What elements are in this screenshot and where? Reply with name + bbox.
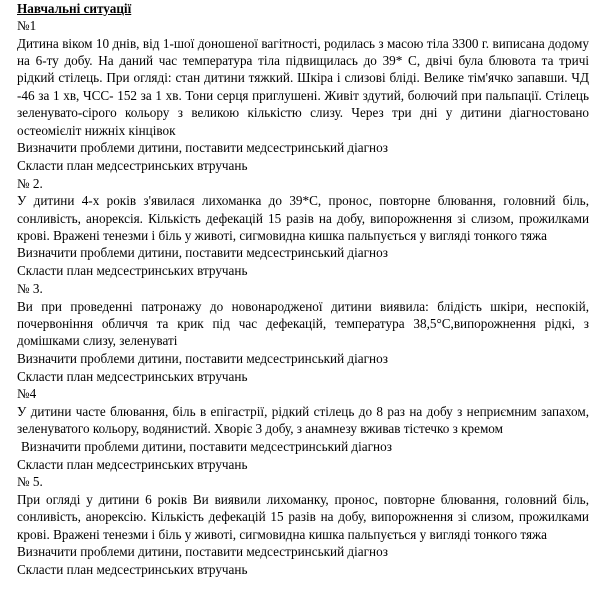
case-description: При огляді у дитини 6 років Ви виявили лихоманку, пронос, повторне блювання, головний біль, сонливість, анорексію. Кількість дефекацій 15 разів на добу, випорожнення зі слизом, прожилками крові. Вражені тенезми і біль у животі, сигмовидна кишка пальпується у вигляді тонкого тяжа — [17, 492, 589, 542]
case-task-plan: Скласти план медсестринських втручань — [17, 368, 248, 384]
case-number: № 3. — [17, 281, 43, 297]
case-task-problems: Визначити проблеми дитини, поставити медсестринський діагноз — [17, 350, 388, 366]
case-3 — [17, 280, 589, 385]
case-number: №4 — [17, 386, 37, 402]
case-task-plan: Скласти план медсестринських втручань — [17, 157, 248, 173]
case-4 — [17, 385, 589, 473]
case-description: Дитина віком 10 днів, від 1-шої доношеної вагітності, родилась з масою тіла 3300 г. виписана додому на 6-ту добу. На даний час температура тіла підвищилась до 39* С, двічі була блювота та тричі рідкий стілець. При огляді: стан дитини тяжкий. Шкіра і слизові бліді. Велике тім'ячко запавши. ЧД -46 за 1 хв, ЧСС- 152 за 1 хв. Тони серця приглушені. Живіт здутий, болючий при пальпації. Стілець зеленувато-сірого кольору з великою кількістю слизу. Через три дні у дитини діагностовано остеомієліт нижніх кінцівок — [17, 35, 589, 138]
case-2 — [17, 175, 589, 280]
case-5 — [17, 473, 589, 578]
case-description: Ви при проведенні патронажу до новонародженої дитини виявила: блідість шкіри, неспокій, почервоніння обличчя та крик під час дефекацій, температура 38,5°С,випорожнення рідкі, з домішками слизу, зеленуваті — [17, 298, 589, 349]
case-task-problems: Визначити проблеми дитини, поставити медсестринський діагноз — [17, 544, 388, 560]
document-heading: Навчальні ситуації — [17, 1, 132, 16]
case-number: №1 — [17, 18, 37, 33]
case-description: У дитини 4-х років з'явилася лихоманка до 39*С, пронос, повторне блювання, головний біль, сонливість, анорексія. Кількість дефекацій 15 разів на добу, випорожнення зі слизом, прожилками крові. Вражені тенезми і біль у животі, сигмовидна кишка пальпується у вигляді тонкого тяжа — [17, 193, 589, 244]
case-description: У дитини часте блювання, біль в епігастрії, рідкий стілець до 8 раз на добу з неприємним запахом, зеленуватого кольору, водянистий. Хворіє 3 добу, з анамнезу вживав тістечко з кремом — [17, 404, 589, 437]
case-task-problems: Визначити проблеми дитини, поставити медсестринський діагноз — [17, 245, 388, 261]
case-task-plan: Скласти план медсестринських втручань — [17, 263, 248, 279]
case-number: № 5. — [17, 474, 43, 490]
case-1 — [17, 17, 589, 175]
document-page — [17, 0, 589, 579]
case-number: № 2. — [17, 175, 43, 191]
case-task-problems: Визначити проблеми дитини, поставити медсестринський діагноз — [17, 140, 388, 156]
case-task-plan: Скласти план медсестринських втручань — [17, 562, 248, 578]
case-task-problems: Визначити проблеми дитини, поставити медсестринський діагноз — [21, 438, 392, 454]
case-task-plan: Скласти план медсестринських втручань — [17, 456, 248, 472]
